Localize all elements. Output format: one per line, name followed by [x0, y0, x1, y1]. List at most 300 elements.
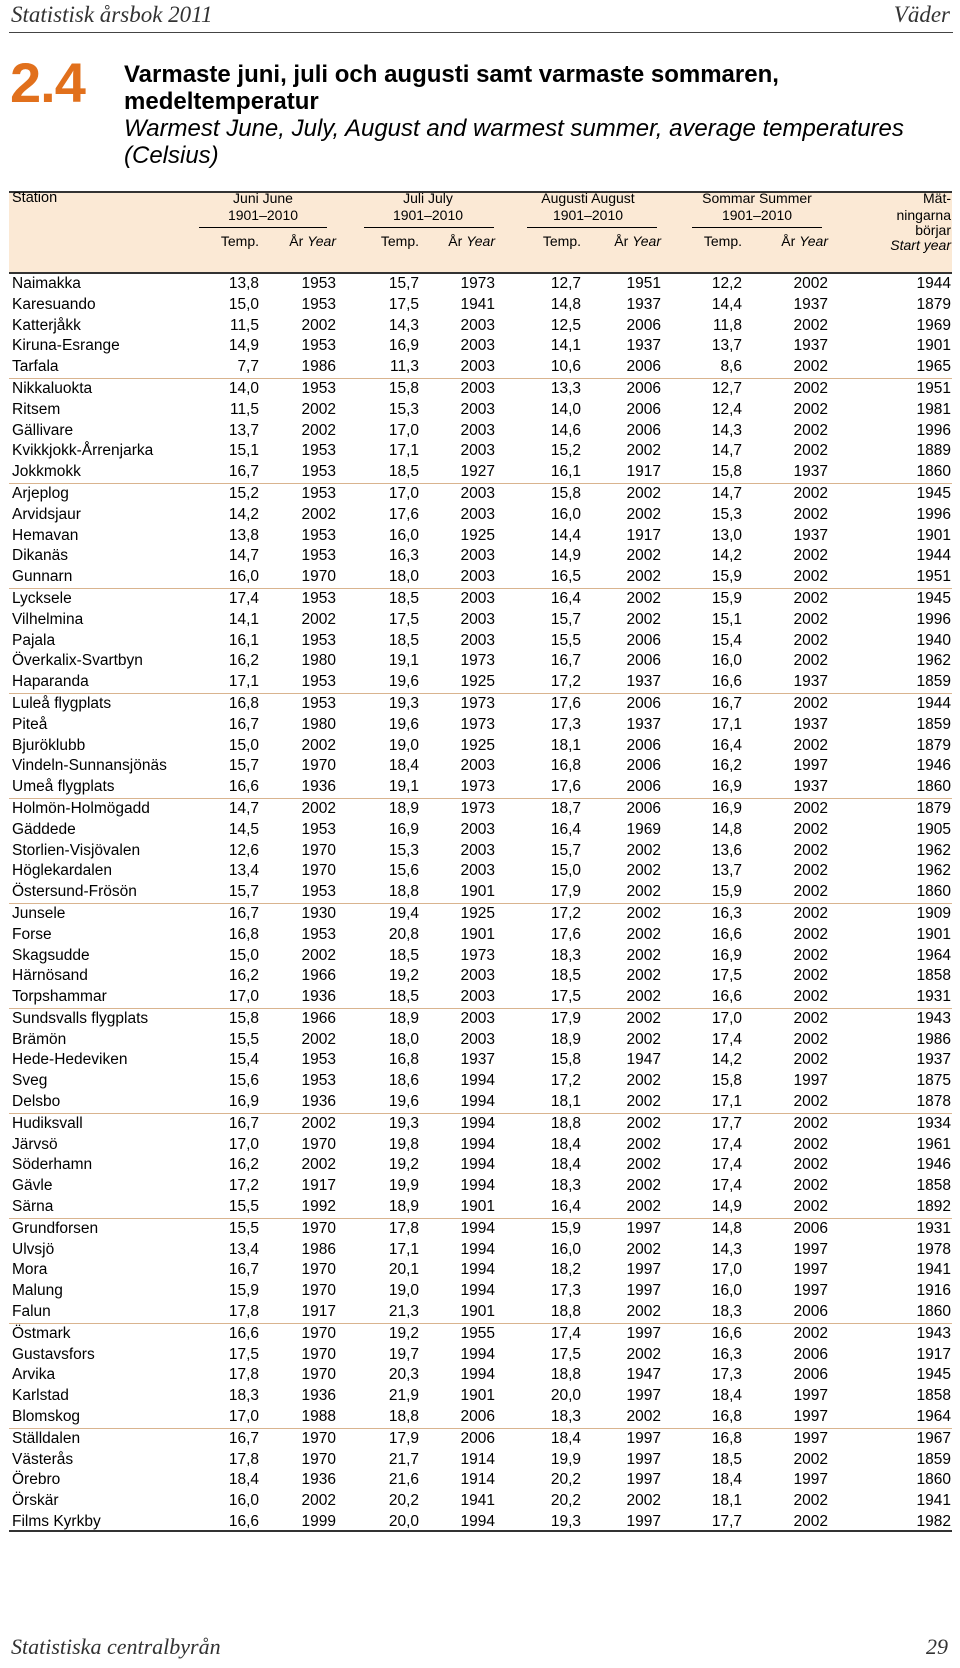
table-row — [9, 966, 952, 987]
june-year-cell: 2002 — [301, 400, 336, 418]
august-year-cell: 2002 — [626, 904, 661, 922]
start-year-cell: 1996 — [916, 421, 951, 439]
start-year-cell: 1969 — [916, 316, 951, 334]
summer-year-cell: 1997 — [793, 1282, 828, 1300]
june-temp-cell: 15,5 — [228, 1030, 259, 1048]
summer-year-cell: 2002 — [793, 1135, 828, 1153]
june-temp-cell: 17,8 — [228, 1366, 259, 1384]
august-temp-cell: 14,1 — [550, 337, 581, 355]
august-temp-cell: 16,1 — [550, 463, 581, 481]
august-year-cell: 2002 — [626, 925, 661, 943]
start-year-header-sv-3: börjar — [915, 222, 951, 238]
june-year-cell: 1970 — [301, 1450, 336, 1468]
august-year-cell: 1947 — [626, 1366, 661, 1384]
summer-temp-cell: 17,5 — [711, 967, 742, 985]
june-temp-cell: 16,6 — [228, 1513, 259, 1531]
june-temp-cell: 14,2 — [228, 505, 259, 523]
june-year-cell: 1970 — [301, 568, 336, 586]
summer-temp-cell: 16,9 — [711, 946, 742, 964]
june-year-cell: 1953 — [301, 883, 336, 901]
summer-year-cell: 1937 — [793, 715, 828, 733]
june-temp-cell: 15,6 — [228, 1072, 259, 1090]
august-year-cell: 2002 — [626, 1198, 661, 1216]
august-year-cell: 2002 — [626, 988, 661, 1006]
august-year-cell: 2002 — [626, 1177, 661, 1195]
august-year-cell: 2002 — [626, 1114, 661, 1132]
summer-temp-cell: 16,2 — [711, 757, 742, 775]
station-name: Films Kyrkby — [12, 1513, 101, 1531]
july-temp-cell: 16,9 — [388, 820, 419, 838]
june-temp-cell: 13,4 — [228, 862, 259, 880]
june-temp-cell: 17,5 — [228, 1345, 259, 1363]
july-temp-cell: 20,8 — [388, 925, 419, 943]
june-temp-cell: 15,8 — [228, 1009, 259, 1027]
july-temp-cell: 21,3 — [388, 1303, 419, 1321]
july-year-cell: 2003 — [460, 610, 495, 628]
start-year-cell: 1981 — [916, 400, 951, 418]
june-year-cell: 1930 — [301, 904, 336, 922]
august-temp-cell: 15,0 — [550, 862, 581, 880]
summer-temp-cell: 18,1 — [711, 1492, 742, 1510]
august-year-cell: 1997 — [626, 1471, 661, 1489]
table-row — [9, 1155, 952, 1176]
june-temp-cell: 16,2 — [228, 1156, 259, 1174]
summer-temp-cell: 15,9 — [711, 883, 742, 901]
june-year-cell: 1970 — [301, 841, 336, 859]
start-year-cell: 1860 — [916, 463, 951, 481]
start-year-cell: 1951 — [916, 379, 951, 397]
july-temp-cell: 21,7 — [388, 1450, 419, 1468]
footer-page-number: 29 — [926, 1634, 948, 1659]
table-body — [9, 274, 952, 1533]
start-year-cell: 1860 — [916, 1303, 951, 1321]
august-year-cell: 2006 — [626, 358, 661, 376]
summer-year-cell: 2002 — [793, 1324, 828, 1342]
summer-year-cell: 1997 — [793, 1429, 828, 1447]
start-year-cell: 1946 — [916, 757, 951, 775]
station-name: Tarfala — [12, 358, 59, 376]
summer-temp-cell: 17,0 — [711, 1009, 742, 1027]
table-row — [9, 841, 952, 862]
table-row — [9, 295, 952, 316]
station-name: Naimakka — [12, 275, 81, 292]
start-year-cell: 1860 — [916, 778, 951, 796]
july-temp-cell: 19,6 — [388, 1093, 419, 1111]
july-year-cell: 2006 — [460, 1429, 495, 1447]
july-temp-cell: 18,6 — [388, 1072, 419, 1090]
start-year-cell: 1901 — [916, 526, 951, 544]
summer-temp-cell: 17,7 — [711, 1114, 742, 1132]
july-year-cell: 1901 — [460, 1303, 495, 1321]
july-temp-cell: 17,5 — [388, 295, 419, 313]
summer-temp-cell: 16,6 — [711, 1324, 742, 1342]
august-temp-cell: 17,6 — [550, 778, 581, 796]
table-row — [9, 441, 952, 462]
start-year-cell: 1961 — [916, 1135, 951, 1153]
august-temp-cell: 18,4 — [550, 1135, 581, 1153]
station-name: Dikanäs — [12, 547, 68, 565]
summer-temp-cell: 16,0 — [711, 1282, 742, 1300]
july-year-cell: 1994 — [460, 1093, 495, 1111]
july-year-cell: 2003 — [460, 862, 495, 880]
station-name: Örebro — [12, 1471, 61, 1489]
june-temp-cell: 11,5 — [229, 400, 259, 418]
start-year-cell: 1878 — [916, 1093, 951, 1111]
station-name: Gällivare — [12, 421, 74, 439]
august-temp-cell: 16,4 — [550, 1198, 581, 1216]
start-year-cell: 1943 — [916, 1009, 951, 1027]
august-year-cell: 2002 — [626, 1408, 661, 1426]
july-temp-cell: 15,6 — [388, 862, 419, 880]
summer-temp-cell: 16,7 — [711, 694, 742, 712]
august-temp-cell: 18,4 — [550, 1156, 581, 1174]
july-year-cell: 1994 — [460, 1135, 495, 1153]
june-period: 1901–2010 — [227, 207, 299, 223]
june-year-cell: 1986 — [301, 358, 336, 376]
summer-year-cell: 2002 — [793, 1492, 828, 1510]
summer-year-cell: 2002 — [793, 883, 828, 901]
august-temp-cell: 18,3 — [550, 1177, 581, 1195]
start-year-cell: 1986 — [916, 1030, 951, 1048]
june-year-cell: 1936 — [301, 1471, 336, 1489]
july-temp-cell: 18,5 — [388, 589, 419, 607]
start-year-cell: 1937 — [916, 1051, 951, 1069]
august-temp-cell: 18,3 — [550, 946, 581, 964]
july-temp-cell: 19,9 — [388, 1177, 419, 1195]
june-year-cell: 1953 — [301, 589, 336, 607]
july-temp-cell: 20,0 — [388, 1513, 419, 1531]
summer-temp-cell: 16,3 — [711, 1345, 742, 1363]
start-year-cell: 1965 — [916, 358, 951, 376]
july-year-cell: 1914 — [460, 1471, 495, 1489]
june-temp-cell: 12,6 — [228, 841, 259, 859]
june-year-cell: 1936 — [301, 988, 336, 1006]
station-name: Västerås — [12, 1450, 74, 1468]
summer-year-cell: 2006 — [793, 1366, 828, 1384]
table-row — [9, 799, 952, 820]
start-year-cell: 1964 — [916, 1408, 951, 1426]
table-row — [9, 1324, 952, 1345]
july-year-cell: 1973 — [460, 946, 495, 964]
june-year-cell: 1953 — [301, 295, 336, 313]
july-header: Juli July — [403, 190, 453, 206]
june-temp-cell: 16,7 — [228, 1429, 259, 1447]
summer-temp-cell: 16,9 — [711, 778, 742, 796]
june-temp-cell: 15,7 — [228, 757, 259, 775]
july-year-cell: 1994 — [460, 1345, 495, 1363]
july-year-cell: 1994 — [460, 1156, 495, 1174]
table-row — [9, 1030, 952, 1051]
june-temp-cell: 13,8 — [228, 275, 259, 292]
station-name: Katterjåkk — [12, 316, 81, 334]
june-temp-cell: 16,0 — [228, 568, 259, 586]
summer-year-cell: 2002 — [793, 1177, 828, 1195]
july-year-cell: 1901 — [460, 925, 495, 943]
summer-temp-cell: 17,7 — [711, 1513, 742, 1531]
july-temp-cell: 20,1 — [388, 1261, 419, 1279]
august-temp-cell: 14,0 — [550, 400, 581, 418]
start-year-cell: 1996 — [916, 505, 951, 523]
start-year-cell: 1944 — [916, 275, 951, 292]
june-temp-cell: 15,5 — [228, 1198, 259, 1216]
june-temp-cell: 14,7 — [228, 799, 259, 817]
table-bottom-rule — [9, 1530, 952, 1532]
page-header-right: Väder — [893, 2, 950, 27]
summer-temp-cell: 18,4 — [711, 1387, 742, 1405]
table-row — [9, 316, 952, 337]
june-year-cell: 1999 — [301, 1513, 336, 1531]
august-header: Augusti August — [541, 190, 635, 206]
station-name: Sveg — [12, 1072, 48, 1090]
july-year-cell: 2003 — [460, 841, 495, 859]
june-year-cell: 1986 — [301, 1240, 336, 1258]
june-year-cell: 1970 — [301, 1261, 336, 1279]
june-temp-cell: 16,6 — [228, 1324, 259, 1342]
start-year-cell: 1945 — [916, 589, 951, 607]
table-row — [9, 1219, 952, 1240]
august-year-cell: 2002 — [626, 568, 661, 586]
july-year-cell: 1973 — [460, 799, 495, 817]
july-year-cell: 1994 — [460, 1219, 495, 1237]
summer-year-cell: 1997 — [793, 1471, 828, 1489]
summer-temp-cell: 14,2 — [711, 1051, 742, 1069]
july-temp-cell: 18,5 — [388, 988, 419, 1006]
june-year-cell: 1966 — [301, 1009, 336, 1027]
table-row — [9, 861, 952, 882]
june-temp-cell: 14,0 — [228, 379, 259, 397]
table-row — [9, 462, 952, 484]
station-name: Östersund-Frösön — [12, 883, 137, 901]
table-row — [9, 421, 952, 442]
august-year-cell: 2002 — [626, 610, 661, 628]
june-temp-cell: 14,7 — [228, 547, 259, 565]
june-year-cell: 2002 — [301, 1030, 336, 1048]
july-temp-cell: 18,5 — [388, 946, 419, 964]
table-row — [9, 1407, 952, 1429]
summer-temp-cell: 14,3 — [711, 421, 742, 439]
station-name: Holmön-Holmögadd — [12, 799, 150, 817]
summer-year-cell: 1997 — [793, 1072, 828, 1090]
summer-year-cell: 1937 — [793, 295, 828, 313]
june-year-cell: 1970 — [301, 862, 336, 880]
summer-year-cell: 2002 — [793, 421, 828, 439]
july-year-cell: 2003 — [460, 337, 495, 355]
june-underline — [199, 227, 327, 228]
august-year-cell: 2006 — [626, 379, 661, 397]
station-name: Arjeplog — [12, 484, 69, 502]
summer-temp-cell: 17,3 — [711, 1366, 742, 1384]
july-temp-cell: 17,1 — [388, 1240, 419, 1258]
station-name: Grundforsen — [12, 1219, 99, 1237]
august-year-cell: 2006 — [626, 757, 661, 775]
june-year-cell: 1953 — [301, 442, 336, 460]
table-row — [9, 736, 952, 757]
august-temp-cell: 17,2 — [550, 904, 581, 922]
station-name: Nikkaluokta — [12, 379, 93, 397]
august-year-cell: 1997 — [626, 1219, 661, 1237]
june-year-cell: 2002 — [301, 610, 336, 628]
station-name: Junsele — [12, 904, 66, 922]
station-name: Skagsudde — [12, 946, 90, 964]
station-name: Lycksele — [12, 589, 72, 607]
june-temp-cell: 16,7 — [228, 715, 259, 733]
start-year-cell: 1905 — [916, 820, 951, 838]
summer-temp-cell: 18,5 — [711, 1450, 742, 1468]
table-row — [9, 672, 952, 694]
june-year-cell: 1970 — [301, 757, 336, 775]
august-year-cell: 1917 — [626, 463, 661, 481]
july-year-header: År Year — [448, 233, 495, 249]
july-temp-cell: 15,3 — [388, 400, 419, 418]
summer-temp-cell: 13,7 — [711, 862, 742, 880]
summer-year-cell: 2002 — [793, 820, 828, 838]
summer-temp-cell: 16,8 — [711, 1408, 742, 1426]
july-temp-header: Temp. — [380, 233, 419, 249]
june-year-cell: 1917 — [301, 1177, 336, 1195]
july-temp-cell: 18,9 — [388, 1198, 419, 1216]
july-year-cell: 2003 — [460, 547, 495, 565]
august-year-cell: 2006 — [626, 778, 661, 796]
station-name: Hemavan — [12, 526, 79, 544]
summer-temp-cell: 12,4 — [711, 400, 742, 418]
summer-year-cell: 2002 — [793, 568, 828, 586]
july-year-cell: 1994 — [460, 1513, 495, 1531]
june-year-cell: 1953 — [301, 463, 336, 481]
station-name: Umeå flygplats — [12, 778, 115, 796]
august-temp-cell: 15,2 — [550, 442, 581, 460]
june-year-cell: 2002 — [301, 799, 336, 817]
summer-year-cell: 2002 — [793, 1156, 828, 1174]
summer-temp-cell: 14,8 — [711, 820, 742, 838]
summer-year-cell: 2002 — [793, 316, 828, 334]
june-temp-cell: 11,5 — [229, 316, 259, 334]
july-temp-cell: 19,8 — [388, 1135, 419, 1153]
start-year-cell: 1875 — [916, 1072, 951, 1090]
june-temp-cell: 15,0 — [228, 736, 259, 754]
summer-year-cell: 2002 — [793, 275, 828, 292]
june-temp-cell: 14,9 — [228, 337, 259, 355]
start-year-cell: 1901 — [916, 925, 951, 943]
table-row — [9, 651, 952, 672]
august-year-cell: 1937 — [626, 673, 661, 691]
july-year-cell: 2003 — [460, 1009, 495, 1027]
august-period: 1901–2010 — [552, 207, 624, 223]
station-name: Örskär — [12, 1492, 59, 1510]
start-year-cell: 1934 — [916, 1114, 951, 1132]
summer-temp-cell: 8,6 — [720, 358, 742, 376]
summer-year-cell: 1937 — [793, 778, 828, 796]
table-row — [9, 567, 952, 589]
june-year-cell: 1953 — [301, 925, 336, 943]
july-year-cell: 1901 — [460, 1198, 495, 1216]
june-year-cell: 1970 — [301, 1135, 336, 1153]
june-year-cell: 2002 — [301, 1492, 336, 1510]
august-year-cell: 1997 — [626, 1450, 661, 1468]
july-temp-cell: 18,8 — [388, 883, 419, 901]
august-year-cell: 1997 — [626, 1324, 661, 1342]
august-temp-cell: 20,0 — [550, 1387, 581, 1405]
june-year-cell: 1936 — [301, 778, 336, 796]
station-name: Storlien-Visjövalen — [12, 841, 141, 859]
july-year-cell: 1901 — [460, 1387, 495, 1405]
station-name: Kvikkjokk-Årrenjarka — [12, 442, 154, 460]
august-year-cell: 1969 — [626, 820, 661, 838]
july-temp-cell: 15,3 — [388, 841, 419, 859]
summer-temp-cell: 15,8 — [711, 1072, 742, 1090]
june-year-cell: 2002 — [301, 316, 336, 334]
august-year-cell: 2002 — [626, 1009, 661, 1027]
summer-temp-cell: 16,9 — [711, 799, 742, 817]
july-temp-cell: 19,0 — [388, 736, 419, 754]
july-temp-cell: 20,3 — [388, 1366, 419, 1384]
table-row — [9, 946, 952, 967]
title-english: Warmest June, July, August and warmest summer, average temperatures (Celsius) — [124, 115, 904, 169]
table-row — [9, 1281, 952, 1302]
table-row — [9, 379, 952, 400]
august-temp-cell: 15,9 — [550, 1219, 581, 1237]
july-temp-cell: 18,0 — [388, 568, 419, 586]
august-year-cell: 2002 — [626, 484, 661, 502]
summer-temp-cell: 14,9 — [711, 1198, 742, 1216]
august-temp-cell: 15,5 — [550, 631, 581, 649]
august-year-cell: 2002 — [626, 883, 661, 901]
july-temp-cell: 18,4 — [388, 757, 419, 775]
summer-year-cell: 2002 — [793, 1450, 828, 1468]
august-temp-cell: 15,8 — [550, 484, 581, 502]
summer-year-cell: 1937 — [793, 463, 828, 481]
table-row — [9, 631, 952, 652]
summer-temp-cell: 17,1 — [711, 1093, 742, 1111]
june-temp-cell: 17,1 — [228, 673, 259, 691]
summer-year-cell: 2002 — [793, 1051, 828, 1069]
june-temp-cell: 15,4 — [228, 1051, 259, 1069]
table-row — [9, 1197, 952, 1219]
august-temp-cell: 18,7 — [550, 799, 581, 817]
august-year-cell: 2002 — [626, 1072, 661, 1090]
august-temp-cell: 15,7 — [550, 841, 581, 859]
june-year-cell: 2002 — [301, 421, 336, 439]
june-year-cell: 2002 — [301, 505, 336, 523]
july-year-cell: 2003 — [460, 988, 495, 1006]
july-temp-cell: 21,6 — [388, 1471, 419, 1489]
summer-year-cell: 1997 — [793, 1387, 828, 1405]
summer-temp-cell: 11,8 — [712, 316, 742, 334]
june-temp-cell: 7,7 — [237, 358, 259, 376]
summer-year-cell: 2002 — [793, 799, 828, 817]
august-year-cell: 2002 — [626, 442, 661, 460]
july-temp-cell: 19,4 — [388, 904, 419, 922]
july-temp-cell: 19,3 — [388, 694, 419, 712]
summer-year-cell: 1937 — [793, 337, 828, 355]
august-year-cell: 1997 — [626, 1387, 661, 1405]
july-temp-cell: 17,9 — [388, 1429, 419, 1447]
july-temp-cell: 19,7 — [388, 1345, 419, 1363]
august-temp-cell: 12,5 — [550, 316, 581, 334]
station-name: Kiruna-Esrange — [12, 337, 120, 355]
summer-year-cell: 2002 — [793, 967, 828, 985]
station-name: Jokkmokk — [12, 463, 81, 481]
july-temp-cell: 15,7 — [388, 275, 419, 292]
summer-year-cell: 1937 — [793, 673, 828, 691]
summer-temp-cell: 15,3 — [711, 505, 742, 523]
july-temp-cell: 19,6 — [388, 715, 419, 733]
august-year-cell: 1917 — [626, 526, 661, 544]
june-year-cell: 1980 — [301, 715, 336, 733]
start-year-cell: 1944 — [916, 694, 951, 712]
june-temp-cell: 16,0 — [228, 1492, 259, 1510]
august-year-cell: 2006 — [626, 694, 661, 712]
start-year-cell: 1859 — [916, 715, 951, 733]
